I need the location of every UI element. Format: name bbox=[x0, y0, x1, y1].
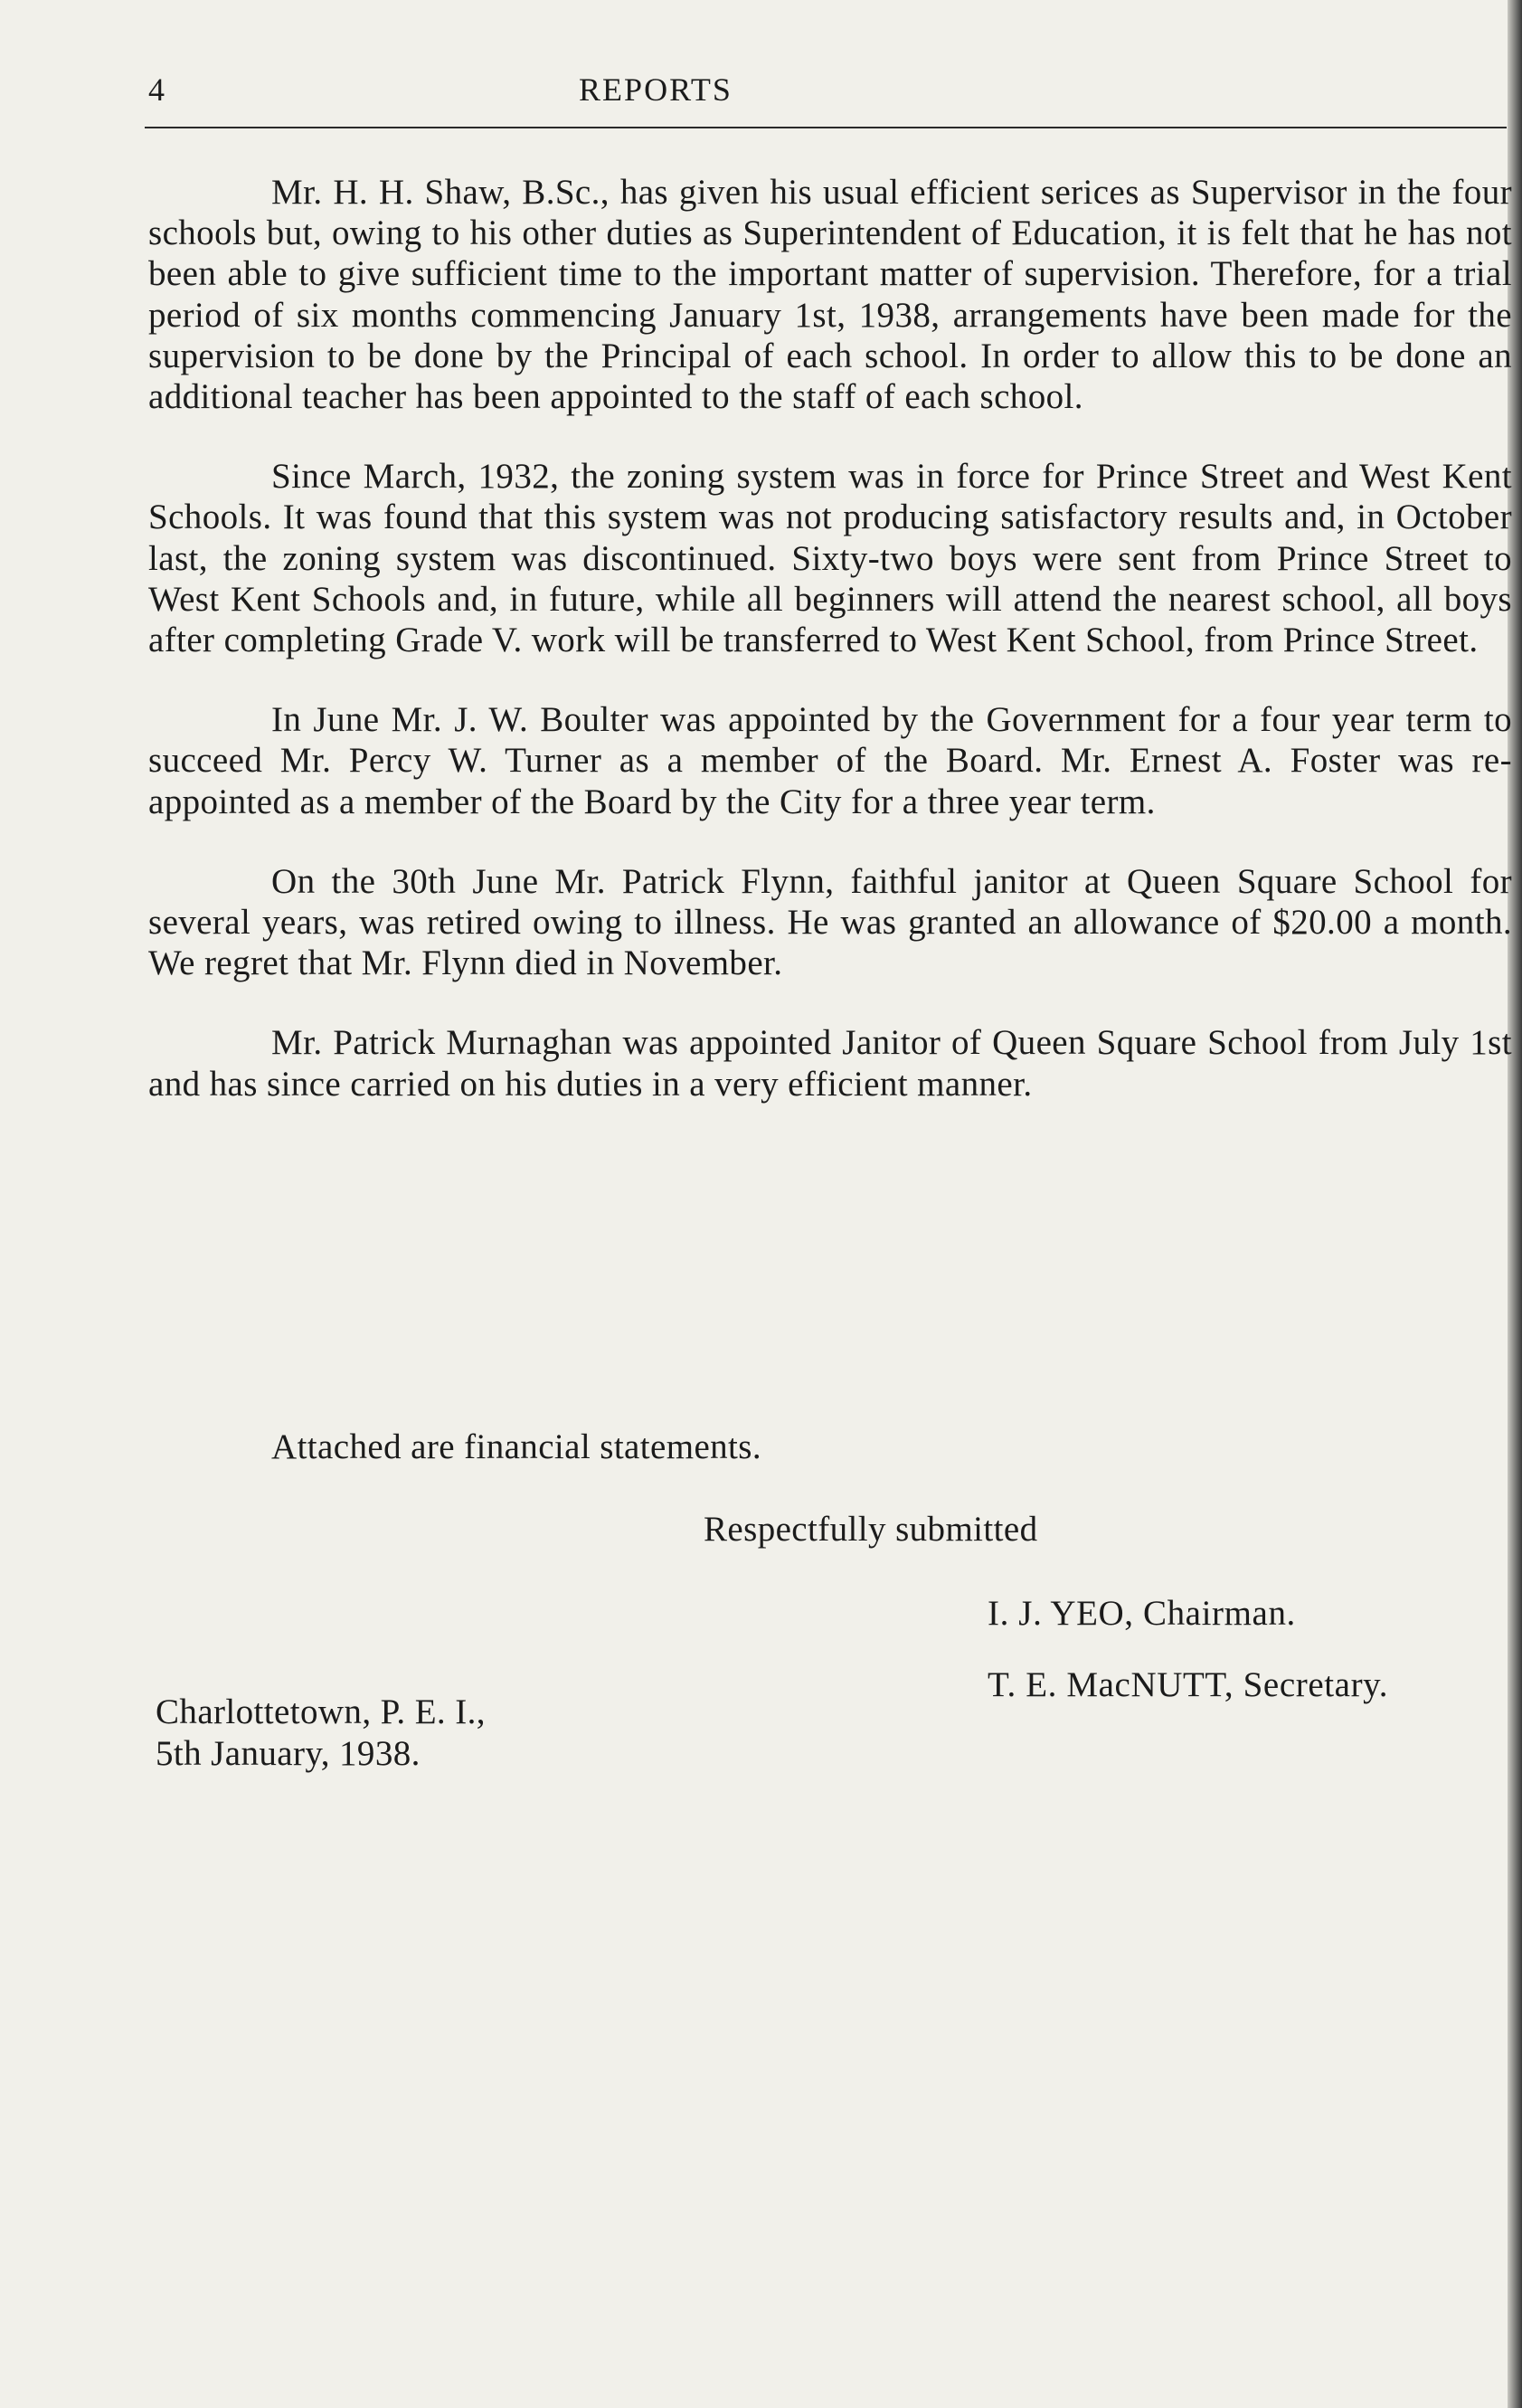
closing-line: Attached are financial statements. bbox=[271, 1427, 762, 1466]
page-number: 4 bbox=[148, 71, 165, 108]
place-line: Charlottetown, P. E. I., bbox=[156, 1692, 486, 1731]
paragraph-board-appointments: In June Mr. J. W. Boulter was appointed by the Government for a four year term to succeed Mr. Percy W. Turner as a member of the Board. Mr. Ernest A. Foster was re-appointed as a member of the Board by the City for a three year term. bbox=[148, 700, 1512, 821]
paragraph-janitor-flynn: On the 30th June Mr. Patrick Flynn, faithful janitor at Queen Square School for several years, was retired owing to illness. He was granted an allowance of $20.00 a month. We regret that Mr. Flynn died in November. bbox=[148, 861, 1512, 983]
paragraph-supervision: Mr. H. H. Shaw, B.Sc., has given his usual efficient serices as Supervisor in the four schools but, owing to his other duties as Superintendent of Education, it is felt that he has not been able to give sufficient time to the important matter of supervision. Therefore, for a trial period of six months commencing January 1st, 1938, arrangements have been made for the supervision to be done by the Principal of each school. In order to allow this to be done an additional teacher has been appointed to the staff of each school. bbox=[148, 173, 1512, 417]
header-rule bbox=[145, 127, 1507, 128]
place-and-date bbox=[156, 1692, 486, 1775]
page-header bbox=[145, 71, 1507, 121]
report-body bbox=[148, 172, 1512, 1143]
submitted-line: Respectfully submitted bbox=[704, 1510, 1038, 1549]
date-line: 5th January, 1938. bbox=[156, 1734, 421, 1773]
paragraph-zoning: Since March, 1932, the zoning system was in force for Prince Street and West Kent Schools. It was found that this system was not producing satisfactory results and, in October last, the zoning system was discontinued. Sixty-two boys were sent from Prince Street to West Kent Schools and, in future, while all beginners will attend the nearest school, all boys after completing Grade V. work will be transferred to West Kent School, from Prince Street. bbox=[148, 457, 1512, 660]
signature-secretary: T. E. MacNUTT, Secretary. bbox=[988, 1665, 1389, 1704]
paragraph-janitor-murnaghan: Mr. Patrick Murnaghan was appointed Janitor of Queen Square School from July 1st and has since carried on his duties in a very efficient manner. bbox=[148, 1023, 1512, 1104]
running-head: REPORTS bbox=[579, 71, 733, 108]
signature-chairman: I. J. YEO, Chairman. bbox=[988, 1594, 1296, 1633]
